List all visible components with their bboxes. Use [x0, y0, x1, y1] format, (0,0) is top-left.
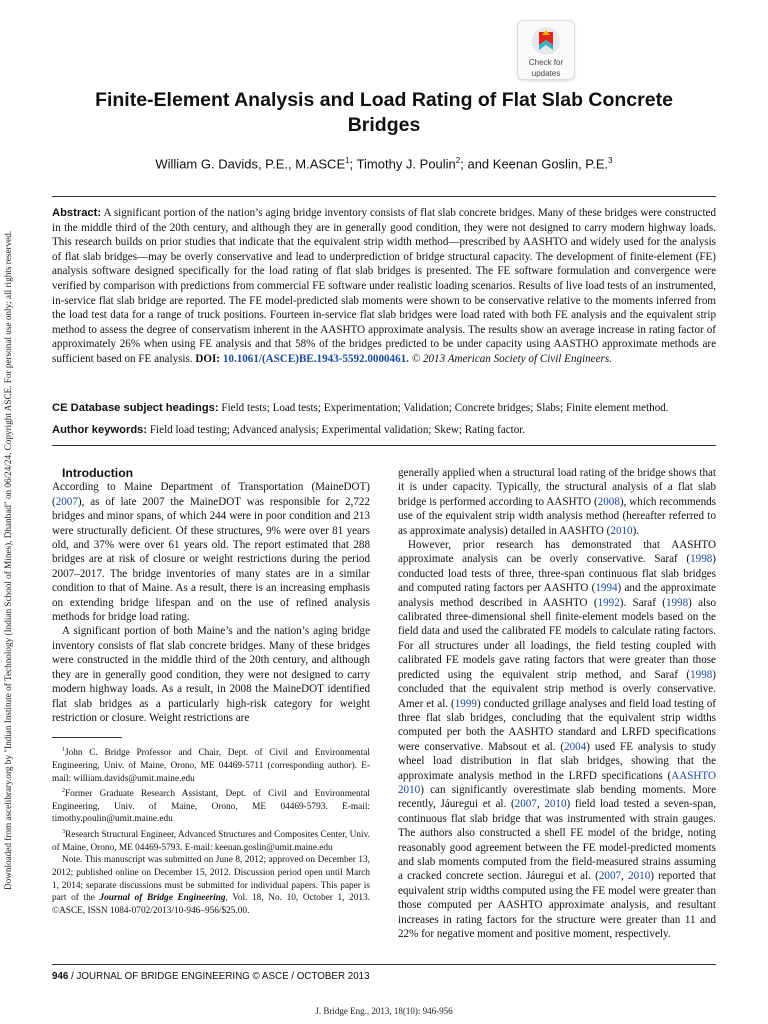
paper-title: Finite-Element Analysis and Load Rating of Flat Slab Concrete Bridges: [95, 89, 673, 136]
author-sup-2: 2: [455, 156, 461, 165]
abstract-text: A significant portion of the nation’s aging bridge inventory consists of flat slab concrete bridges. Many of these bridges were constructed in the middle third of the 20th century, and although they are in generally good condition, they were not designed to carry modern highway loads. This research builds on prior studies that indicate that the equivalent strip width method—prescribed by AASHTO and widely used for the analysis of flat slab bridges—may be overly conservative and lead to underprediction of bridge structural capacity. The development of finite-element (FE) analysis software designed specifically for the load rating of flat slab bridges is presented. The FE software formulation and convergence were verified by comparison with predictions from commercial FE software under realistic loading scenarios. Results of live load tests of an instrumented, in-service flat slab bridge are reported. The FE model-predicted slab moments were shown to be conservative relative to the moments inferred from the load test data for a range of truck positions. Fourteen in-service flat slab bridges were load rated with both FE analysis and the equivalent strip method to assess the degree of conservatism inherent in the AASHTO approximate analysis. The results show an average increase in rating factor of approximately 26% when using FE analysis and that 58% of the bridges predicted to be under capacity using AASTHO approximate methods are sufficient based on FE analysis.: [52, 207, 716, 365]
text-run: ). Saraf (: [619, 596, 666, 609]
intro-paragraph-2: A significant portion of both Maine’s and the nation’s aging bridge inventory consists of flat slab concrete bridges. Many of these bridges were constructed in the middle third of the 20th century, and although they are in generally good condition, they were not designed to carry modern highway loads. As a result, in 2008 the MaineDOT identified flat slab bridges as a particularly high-risk category for weight restriction or closure. Weight restrictions are: [52, 625, 370, 724]
citation-link[interactable]: 2007: [598, 870, 622, 883]
doi-label: DOI:: [195, 352, 221, 365]
author-poulin: ; Timothy J. Poulin: [349, 156, 456, 172]
footnote-text: Research Structural Engineer, Advanced Structures and Composites Center, Univ. of Maine, Orono, ME 04469-5793. E-mail: keenan.goslin@umit.maine.edu: [52, 830, 370, 853]
author-keywords-label: Author keywords:: [52, 424, 148, 436]
footnote-marker: 2: [62, 788, 65, 795]
badge-text-line1: Check for: [528, 58, 564, 67]
text-run: ,: [621, 870, 629, 883]
author-list: [60, 152, 708, 173]
subject-headings-label: CE Database subject headings:: [52, 402, 219, 414]
check-for-updates-badge[interactable]: [517, 20, 575, 80]
footnote-1: [52, 744, 370, 785]
note-text: Note. This manuscript was submitted on June 8, 2012; approved on December 13, 2012; published online on December 15, 2012. Discussion period open until March 1, 2014; separate discussions must be submitted for individual papers. This paper is part of the: [52, 855, 370, 904]
introduction-heading: Introduction: [62, 466, 134, 480]
abstract-copyright: © 2013 American Society of Civil Engineers.: [411, 352, 612, 365]
citation-link[interactable]: 1994: [595, 582, 618, 595]
text-run: ) used FE analysis to study wheel load distribution in flat slab bridges, showing that the approximate analysis method in the LRFD specifications (: [398, 740, 716, 782]
author-davids: William G. Davids, P.E., M.ASCE: [155, 156, 346, 172]
abstract: [52, 206, 716, 367]
download-watermark: Downloaded from ascelibrary.org by "Indian Institute of Technology (Indian School of Mines), Dhanbad" on 06/24/24. Copyright ASCE. For personal use only; all rights reserved.: [3, 230, 13, 890]
citation-link[interactable]: 2007: [514, 798, 537, 811]
text-run: ).: [632, 524, 640, 537]
footnote-marker: 3: [62, 829, 65, 836]
text-run: According to Maine Department of Transportation (MaineDOT) (: [52, 481, 370, 508]
citation-link[interactable]: 1998: [690, 668, 713, 681]
author-sup-1: 1: [345, 156, 350, 165]
section-divider: [52, 445, 716, 446]
right-column: [398, 466, 716, 941]
citation-link[interactable]: 2010: [628, 870, 651, 883]
left-column: [52, 466, 370, 917]
badge-text-line2: updates: [531, 69, 561, 78]
citation-link[interactable]: AASHTO 2010: [398, 769, 716, 796]
citation-link[interactable]: 2008: [597, 495, 620, 508]
text-run: ) can significantly overestimate slab bending moments. More recently, Jáuregui et al. (: [398, 783, 716, 811]
text-run: ) concluded that the equivalent strip method is overly conservative. Amer et al. (: [398, 668, 716, 710]
footnote-marker: 1: [62, 747, 65, 754]
text-run: ) and the approximate analysis method described in AASHTO (: [398, 582, 716, 609]
body-paragraph-1: [398, 466, 716, 538]
author-goslin: ; and Keenan Goslin, P.E.: [460, 156, 609, 172]
citation-link[interactable]: 1992: [597, 596, 620, 609]
citation-link[interactable]: 1998: [690, 553, 713, 566]
footnote-rule: [52, 737, 122, 738]
footnote-3: [52, 826, 370, 854]
citation-line: J. Bridge Eng., 2013, 18(10): 946-956: [315, 1006, 453, 1016]
text-run: ), which recommends use of the equivalent strip width analysis method (hereafter referred to as approximate analysis) detailed in AASHTO (: [398, 495, 716, 537]
doi-link[interactable]: 10.1061/(ASCE)BE.1943-5592.0000461.: [222, 352, 409, 365]
note-text: , Vol. 18, No. 10, October 1, 2013. ©ASCE, ISSN 1084-0702/2013/10-946–956/$25.00.: [52, 893, 370, 916]
manuscript-note: [52, 854, 370, 917]
text-run: generally applied when a structural load rating of the bridge shows that it is under capacity. Typically, the structural analysis of a flat slab bridge is performed according to AASHTO (: [398, 467, 716, 508]
author-keywords-text: Field load testing; Advanced analysis; Experimental validation; Skew; Rating factor.: [149, 424, 526, 436]
text-run: ) conducted load tests of three, three-span continuous flat slab bridges and computed rating factors per AASHTO (: [398, 553, 716, 595]
abstract-label: Abstract:: [52, 207, 102, 219]
footer-journal: / JOURNAL OF BRIDGE ENGINEERING © ASCE / OCTOBER 2013: [68, 971, 370, 982]
intro-paragraph-1: [52, 480, 370, 624]
citation-link[interactable]: 2007: [55, 495, 78, 508]
citation-link[interactable]: 1999: [454, 697, 477, 710]
citation-link[interactable]: 2004: [564, 740, 587, 753]
text-run: ,: [536, 798, 545, 811]
crossmark-icon: [531, 26, 561, 56]
text-run: ), as of late 2007 the MaineDOT was responsible for 2,722 bridges and minor spans, of which 244 were in poor condition and 213 were structurally deficient. Of these structures, 9% were over 81 years old, and 37% were over 61 years old. The report estimated that 288 bridges are at risk of closure or weight restrictions during the period 2007–2017. The bridge inventories of many states are in a similar condition to that of Maine. As a result, there is an increasing emphasis on extending bridge lifespan and on the use of refined analysis methods for bridge load rating.: [52, 495, 370, 624]
text-run: ) field load tested a seven-span, continuous flat slab bridge that was instrumented with strain gauges. The authors also constructed a shell FE model of the bridge, noting reasonably good agreement between the FE model-predicted moments and slab moments computed from the field-measured strains assuming a cracked concrete section. Jáuregui et al. (: [398, 798, 717, 883]
citation-link[interactable]: 2010: [544, 798, 567, 811]
footnote-2: [52, 785, 370, 826]
subject-headings-text: Field tests; Load tests; Experimentation; Validation; Concrete bridges; Slabs; Finite element method.: [221, 402, 669, 414]
text-run: ) conducted grillage analyses and field load testing of three flat slab bridges, concluding that the equivalent strip widths computed per both the AASHTO standard and LRFD specifications were conservative. Mabsout et al. (: [398, 697, 716, 753]
top-divider: [52, 196, 716, 197]
subject-headings: [52, 401, 716, 416]
footnote-text: John C. Bridge Professor and Chair, Dept. of Civil and Environmental Engineering, Univ. of Maine, Orono, ME 04469-5711 (corresponding author). E-mail: william.davids@umit.maine.edu: [52, 748, 370, 784]
author-sup-3: 3: [608, 156, 613, 165]
author-keywords: [52, 423, 716, 438]
body-paragraph-2: [398, 538, 716, 941]
citation-link[interactable]: 1998: [665, 596, 689, 609]
page-footer: [52, 971, 716, 982]
footnote-text: Former Graduate Research Assistant, Dept. of Civil and Environmental Engineering, Univ. of Maine, Orono, ME 04469-5793. E-mail: timothy.poulin@umit.maine.edu: [52, 789, 370, 825]
footer-divider: [52, 964, 716, 965]
journal-name: Journal of Bridge Engineering: [99, 893, 226, 904]
text-run: ) reported that equivalent strip widths computed using the FE model were greater than those computed per AASHTO approximate analysis, and resultant increases in rating factors for the structure were greater than 11 and 22% for negative moment and positive moment, respectively.: [398, 870, 717, 940]
page-number: 946: [52, 971, 69, 982]
text-run: ) also calibrated three-dimensional shell finite-element models based on the field data and used the calibrated FE models to calculate rating factors. For all structures under all loadings, the field testing coupled with calibrated FE models gave rating factors that were greater than those predicted using the equivalent strip method, and Saraf (: [398, 596, 716, 681]
citation-link[interactable]: 2010: [610, 524, 633, 537]
text-run: However, prior research has demonstrated that AASHTO approximate analysis can be overly conservative. Saraf (: [398, 539, 716, 566]
